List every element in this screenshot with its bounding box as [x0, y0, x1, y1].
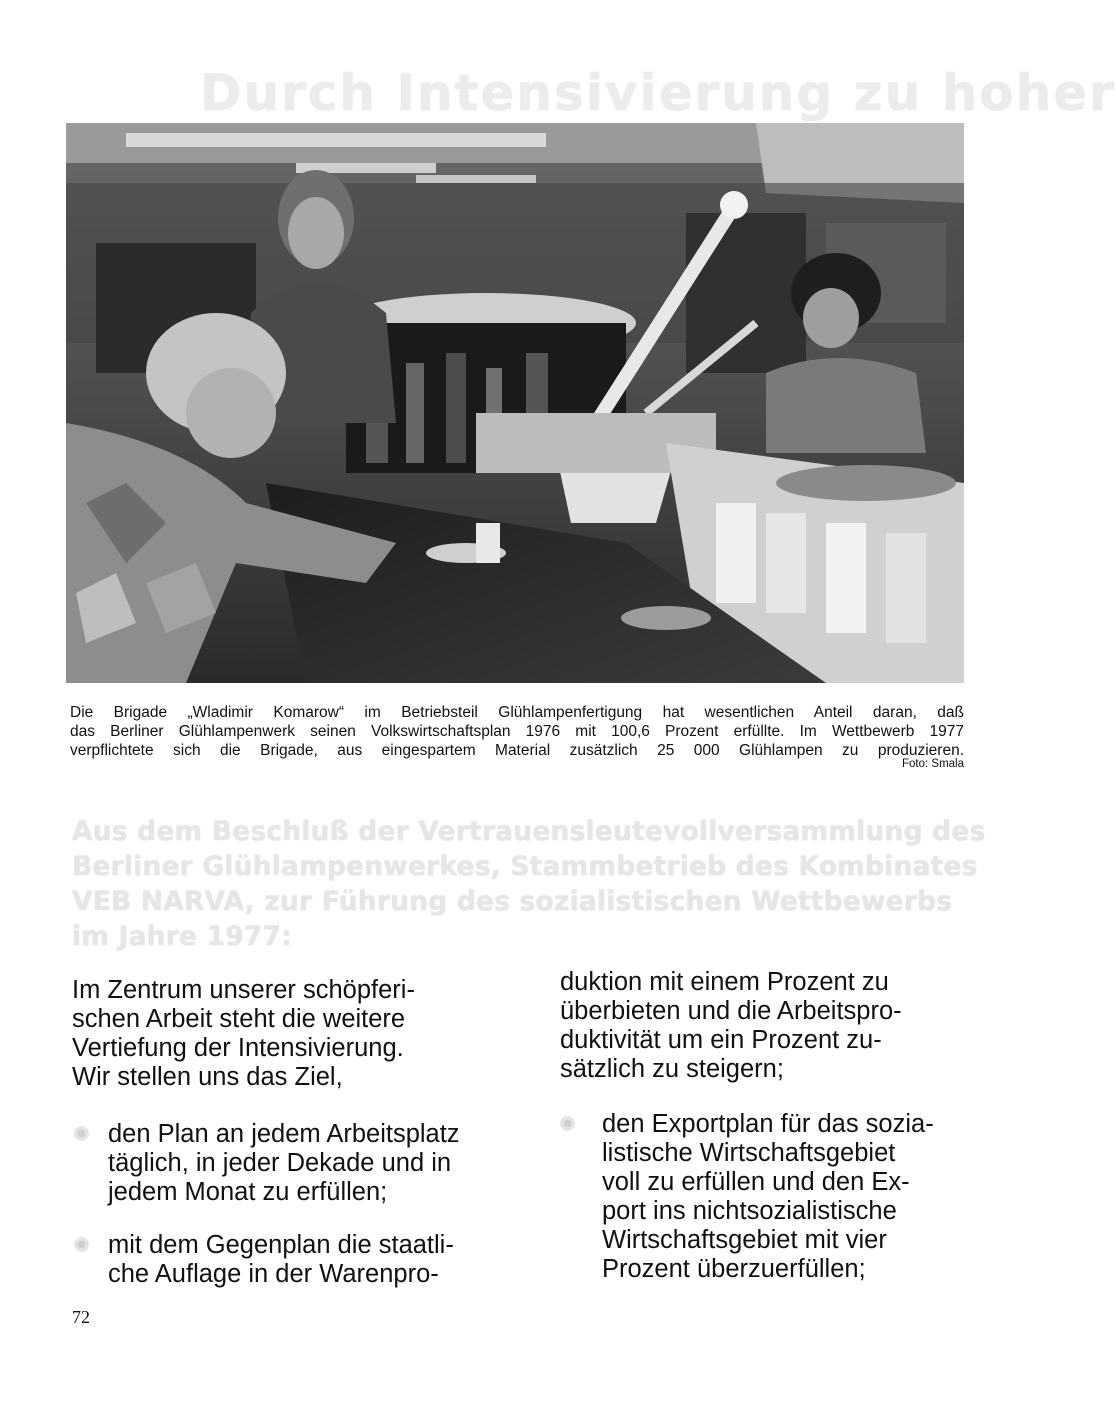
text-line: che Auflage in der Warenpro-: [108, 1260, 439, 1288]
headline: Durch Intensivierung zu hoher: [200, 64, 1116, 122]
right-column: [560, 968, 970, 1284]
intro-heading: [72, 814, 986, 954]
list-item: [72, 1120, 522, 1207]
left-column: [72, 976, 522, 1289]
intro-line: im Jahre 1977:: [72, 921, 292, 952]
text-line: den Exportplan für das sozia-: [602, 1110, 934, 1138]
text-line: Prozent überzuerfüllen;: [602, 1255, 866, 1283]
text-line: überbieten und die Arbeitspro-: [560, 997, 902, 1025]
photo: [66, 123, 964, 683]
text-line: duktion mit einem Prozent zu: [560, 968, 889, 996]
text-line: voll zu erfüllen und den Ex-: [602, 1168, 910, 1196]
text-line: mit dem Gegenplan die staatli-: [108, 1231, 454, 1259]
intro-line: VEB NARVA, zur Führung des sozialistischen Wettbewerbs: [72, 886, 953, 917]
intro-line: Berliner Glühlampenwerkes, Stammbetrieb des Kombinates: [72, 851, 978, 882]
list-item: [72, 1231, 522, 1289]
text-line: Im Zentrum unserer schöpferi-: [72, 976, 415, 1004]
text-line: täglich, in jeder Dekade und in: [108, 1149, 452, 1177]
bullet-icon: [74, 1126, 89, 1141]
text-line: Wirtschaftsgebiet mit vier: [602, 1226, 887, 1254]
text-line: den Plan an jedem Arbeitsplatz: [108, 1120, 460, 1148]
photo-caption: [70, 703, 964, 760]
text-line: port ins nichtsozialistische: [602, 1197, 897, 1225]
bullet-icon: [74, 1237, 89, 1252]
text-line: jedem Monat zu erfüllen;: [108, 1178, 388, 1206]
caption-line: Die Brigade „Wladimir Komarow“ im Betriebsteil Glühlampenfertigung hat wesentlichen Anteil daran, daß: [70, 704, 964, 721]
bullet-icon: [560, 1116, 575, 1131]
text-line: listische Wirtschaftsgebiet: [602, 1139, 896, 1167]
text-line: Wir stellen uns das Ziel,: [72, 1063, 343, 1091]
continuation-paragraph: [560, 968, 970, 1084]
lead-paragraph: [72, 976, 522, 1092]
list-item: [560, 1110, 970, 1284]
photograph-icon: [66, 123, 964, 683]
caption-line: verpflichtete sich die Brigade, aus eingespartem Material zusätzlich 25 000 Glühlampen zu produzieren.: [70, 742, 964, 759]
caption-line: das Berliner Glühlampenwerk seinen Volkswirtschaftsplan 1976 mit 100,6 Prozent erfüllte. Im Wettbewerb 1977: [70, 723, 964, 740]
page-number: 72: [72, 1307, 90, 1327]
text-line: sätzlich zu steigern;: [560, 1055, 784, 1083]
text-line: Vertiefung der Intensivierung.: [72, 1034, 404, 1062]
photo-credit: Foto: Smala: [902, 758, 964, 770]
intro-line: Aus dem Beschluß der Vertrauensleutevollversammlung des: [72, 816, 986, 847]
text-line: duktivität um ein Prozent zu-: [560, 1026, 882, 1054]
text-line: schen Arbeit steht die weitere: [72, 1005, 406, 1033]
